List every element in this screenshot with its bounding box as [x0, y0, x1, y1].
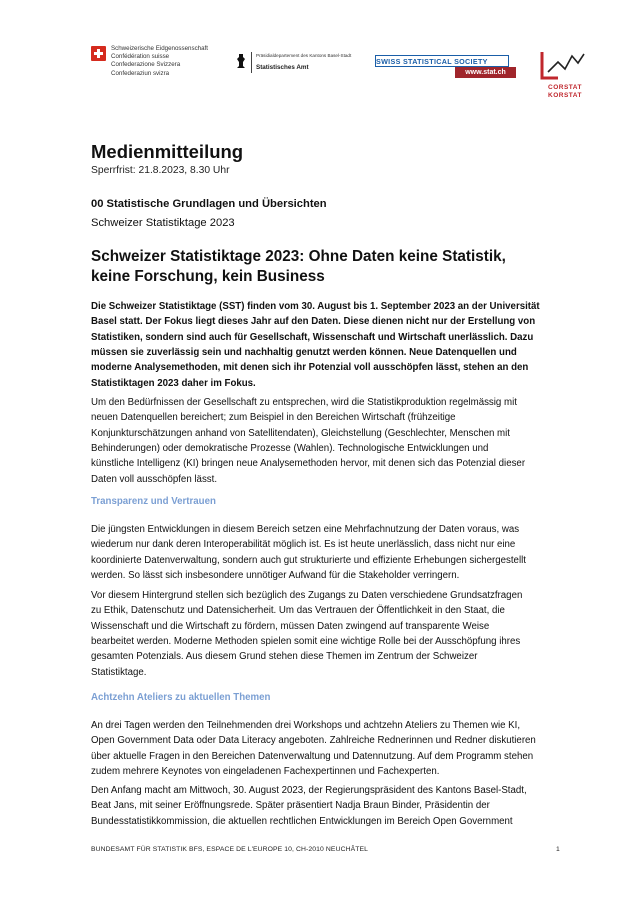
body-paragraph-2 [91, 522, 571, 583]
basel-department: Präsidialdepartement des Kantons Basel-Stadt [256, 53, 352, 58]
sss-name: SWISS STATISTICAL SOCIETY [376, 56, 488, 66]
basel-statistical-office: Statistisches Amt [256, 64, 309, 71]
text-line: Statistiktagen 2023 daher im Fokus. [91, 377, 256, 389]
confederation-logo-text [111, 45, 208, 78]
confederation-line: Confederaziun svizra [111, 69, 170, 77]
text-line: Konjunkturschätzungen anhand von Satellitendaten), Gleichstellung (Geschlechter, Menschen mit [91, 427, 510, 439]
footer-address: BUNDESAMT FÜR STATISTIK BFS, ESPACE DE L'EUROPE 10, CH-2010 NEUCHÂTEL [91, 846, 368, 853]
corstat-logo-text [548, 84, 582, 99]
title-line: Schweizer Statistiktage 2023: Ohne Daten keine Statistik, [91, 248, 506, 265]
text-line: Um den Bedürfnissen der Gesellschaft zu entsprechen, wird die Statistikproduktion regelmässig mit [91, 397, 517, 408]
document-type: Medienmitteilung [91, 141, 244, 162]
text-line: müssen sie zuverlässig sein und nachhaltig genutzt werden können. Neue Datenquellen und [91, 347, 517, 359]
text-line: Den Anfang macht am Mittwoch, 30. August 2023, der Regierungspräsident des Kantons Basel-Stadt, [91, 785, 527, 796]
basel-crest-icon [235, 53, 247, 69]
text-line: Open Government Data oder Data Literacy angeboten. Zahlreiche Rednerinnen und Redner diskutieren [91, 735, 536, 747]
basel-logo-divider [251, 52, 252, 73]
corstat-line: CORSTAT [548, 84, 582, 91]
sss-url: www.stat.ch [455, 67, 516, 78]
sss-logo [375, 55, 509, 67]
text-line: bearbeitet werden. Moderne Methoden spielen somit eine wichtige Rolle bei der Ausschöpfung ihres [91, 636, 521, 648]
text-line: Bundesstatistikkommission, die aktuellen rechtlichen Entwicklungen im Bereich Open Government [91, 815, 513, 827]
text-line: Behinderungen) oder demokratische Prozesse (Wahlen). Technologische Entwicklungen und [91, 443, 489, 455]
text-line: Statistiktage. [91, 666, 147, 678]
subheading-transparency: Transparenz und Vertrauen [91, 496, 216, 507]
text-line: Vor diesem Hintergrund stellen sich bezüglich des Zugangs zu Daten verschiedene Grundsatzfragen [91, 590, 523, 601]
text-line: koordinierte Datenverwaltung, sondern auch gut strukturierte und effiziente Erhebungen sichergestellt [91, 554, 526, 566]
text-line: Basel statt. Der Fokus liegt dieses Jahr auf den Daten. Diese dienen nicht nur der Erstellung von [91, 316, 536, 328]
swiss-flag-icon [91, 46, 106, 61]
confederation-line: Confederazione Svizzera [111, 61, 181, 69]
corstat-logo-icon [538, 50, 586, 82]
section-code: 00 Statistische Grundlagen und Übersichten [91, 198, 327, 210]
event-name: Schweizer Statistiktage 2023 [91, 217, 235, 229]
text-line: Die Schweizer Statistiktage (SST) finden vom 30. August bis 1. September 2023 an der Universität [91, 301, 540, 312]
text-line: gesamten Potenzials. Aus diesem Grund stehen diese Themen im Zentrum der Schweizer [91, 651, 478, 663]
text-line: neuen Datenquellen bereichert; zum Beispiel in den Bereichen Wirtschaft (frühzeitige [91, 412, 456, 424]
text-line: Statistiken, sondern sind auch für Gesellschaft, Wissenschaft und Wirtschaft unerlässlich. Dazu [91, 331, 534, 343]
press-release-title [91, 247, 561, 287]
body-paragraph-5 [91, 783, 571, 829]
text-line: Beat Jans, mit seiner Eröffnungsrede. Später präsentiert Nadja Braun Binder, Präsidentin der [91, 800, 490, 812]
text-line: An drei Tagen werden den Teilnehmenden drei Workshops und achtzehn Ateliers zu Themen wie KI, [91, 720, 521, 731]
subheading-ateliers: Achtzehn Ateliers zu aktuellen Themen [91, 692, 271, 703]
title-line: keine Forschung, kein Business [91, 268, 325, 285]
embargo-notice: Sperrfrist: 21.8.2023, 8.30 Uhr [91, 165, 230, 176]
page-number: 1 [556, 846, 560, 853]
text-line: zu Ethik, Datenschutz und Datensicherheit. Um das Vertrauen der Öffentlichkeit in den Staat, die [91, 605, 505, 617]
confederation-line: Schweizerische Eidgenossenschaft [111, 45, 208, 52]
text-line: werden. So lässt sich insbesondere unnötiger Aufwand für die Stakeholder verringern. [91, 570, 460, 582]
text-line: Wissenschaft und die Wirtschaft zu fördern, müssen Daten zwingend auf transparente Weise [91, 620, 490, 632]
text-line: moderne Analysemethoden, mit denen sich ihr Potenzial voll ausschöpfen lässt, stehen an den [91, 362, 529, 374]
body-paragraph-1 [91, 395, 571, 487]
text-line: künstliche Intelligenz (KI) bringen neue Analysemethoden hervor, mit denen sich das Potenzial dieser [91, 458, 526, 470]
text-line: Daten voll ausschöpfen lässt. [91, 473, 218, 485]
korstat-line: KORSTAT [548, 91, 582, 99]
body-paragraph-3 [91, 588, 571, 680]
text-line: über aktuelle Fragen in den Bereichen Datenverwaltung und Datennutzung. Auf dem Programm stehen [91, 750, 534, 762]
text-line: zudem mehrere Keynotes von eingeladenen Fachexpertinnen und Fachexperten. [91, 766, 440, 778]
body-paragraph-4 [91, 718, 571, 779]
text-line: wiederum nur dank deren Interoperabilität möglich ist. Es ist heute unerlässlich, dass nicht nur eine [91, 539, 516, 551]
confederation-line: Confédération suisse [111, 53, 170, 61]
lead-paragraph [91, 299, 571, 391]
text-line: Die jüngsten Entwicklungen in diesem Bereich setzen eine Mehrfachnutzung der Daten voraus, was [91, 524, 520, 535]
